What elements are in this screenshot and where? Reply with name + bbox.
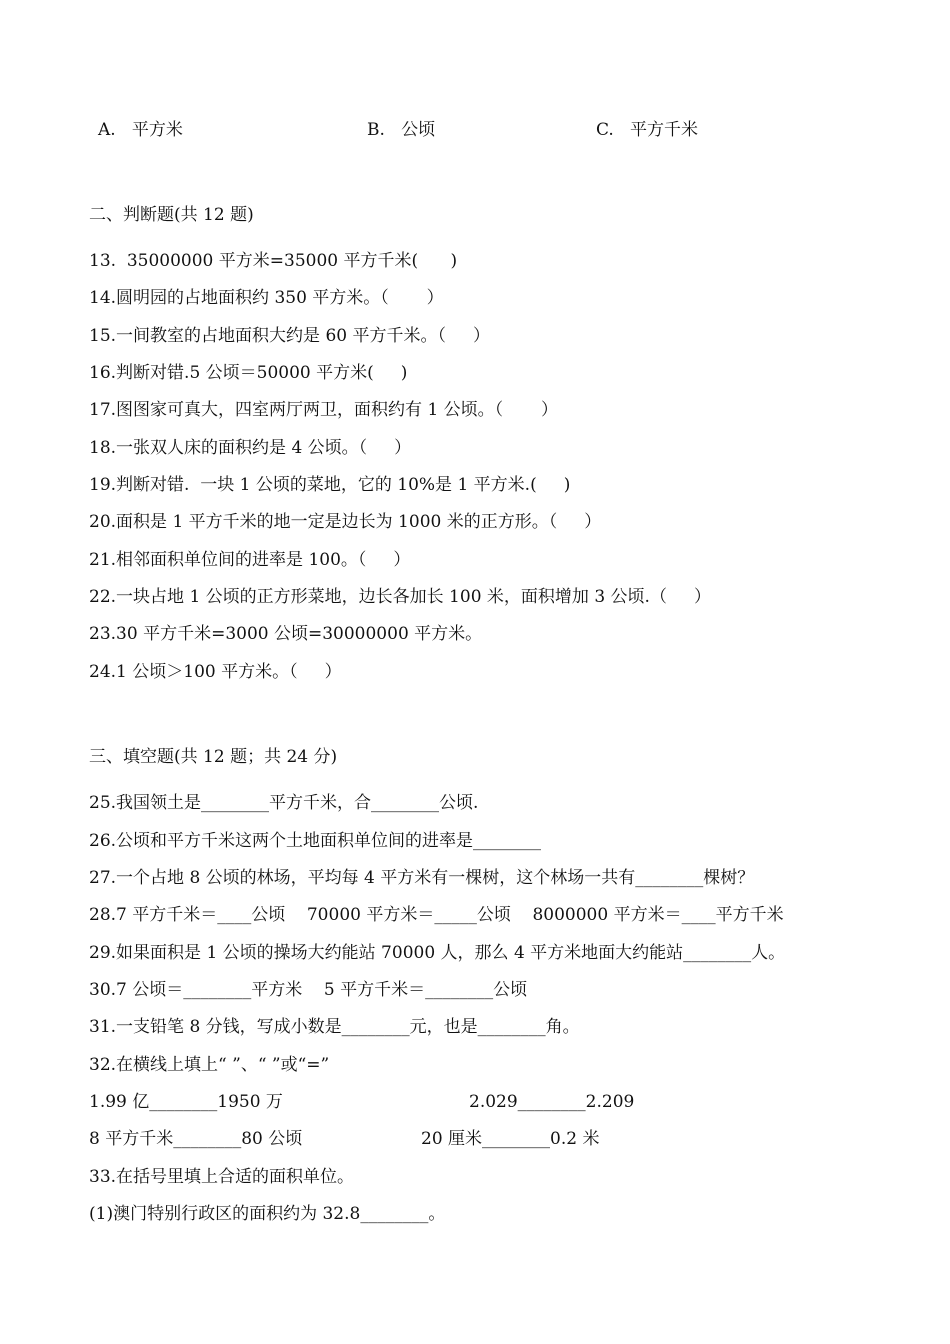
question-31: 31.一支铅笔 8 分钱，写成小数是________元，也是________角。	[89, 1017, 580, 1037]
question-30: 30.7 公顷＝________平方米 5 平方千米＝________公顷	[89, 980, 528, 1000]
question-28: 28.7 平方千米＝____公顷 70000 平方米＝_____公顷 8000000 平方米＝____平方千米	[89, 905, 784, 925]
compare-row2-right: 20 厘米________0.2 米	[421, 1129, 600, 1149]
question-15: 15.一间教室的占地面积大约是 60 平方千米。（ ）	[89, 326, 490, 346]
question-14: 14.圆明园的占地面积约 350 平方米。（ ）	[89, 288, 444, 308]
option-b: B. 公顷	[367, 120, 436, 140]
question-13: 13. 35000000 平方米=35000 平方千米( )	[89, 251, 458, 271]
question-29: 29.如果面积是 1 公顷的操场大约能站 70000 人，那么 4 平方米地面大约能站________人。	[89, 943, 786, 963]
question-27: 27.一个占地 8 公顷的林场，平均每 4 平方米有一棵树，这个林场一共有________棵树？	[89, 868, 755, 888]
question-32: 32.在横线上填上“ ”、“ ”或“=”	[89, 1055, 330, 1075]
question-21: 21.相邻面积单位间的进率是 100。（ ）	[89, 550, 411, 570]
option-c: C. 平方千米	[596, 120, 699, 140]
question-26: 26.公顷和平方千米这两个土地面积单位间的进率是________	[89, 831, 542, 851]
question-33-1: (1)澳门特别行政区的面积约为 32.8________。	[89, 1204, 446, 1224]
question-33: 33.在括号里填上合适的面积单位。	[89, 1167, 355, 1187]
compare-row1-right: 2.029________2.209	[469, 1092, 635, 1112]
question-25: 25.我国领土是________平方千米，合________公顷.	[89, 793, 479, 813]
section-3-heading: 三、填空题(共 12 题；共 24 分)	[89, 747, 338, 767]
question-20: 20.面积是 1 平方千米的地一定是边长为 1000 米的正方形。（ ）	[89, 512, 602, 532]
option-a: A. 平方米	[98, 120, 183, 140]
compare-row1-left: 1.99 亿________1950 万	[89, 1092, 283, 1112]
question-22: 22.一块占地 1 公顷的正方形菜地，边长各加长 100 米，面积增加 3 公顷.（ ）	[89, 587, 711, 607]
question-24: 24.1 公顷＞100 平方米。（ ）	[89, 662, 342, 682]
question-17: 17.图图家可真大，四室两厅两卫，面积约有 1 公顷。（ ）	[89, 400, 558, 420]
compare-row2-left: 8 平方千米________80 公顷	[89, 1129, 303, 1149]
section-2-heading: 二、判断题(共 12 题)	[89, 205, 254, 225]
question-19: 19.判断对错. 一块 1 公顷的菜地，它的 10%是 1 平方米.( )	[89, 475, 571, 495]
question-16: 16.判断对错.5 公顷＝50000 平方米( )	[89, 363, 408, 383]
question-23: 23.30 平方千米=3000 公顷=30000000 平方米。	[89, 624, 483, 644]
question-18: 18.一张双人床的面积约是 4 公顷。（ ）	[89, 438, 412, 458]
